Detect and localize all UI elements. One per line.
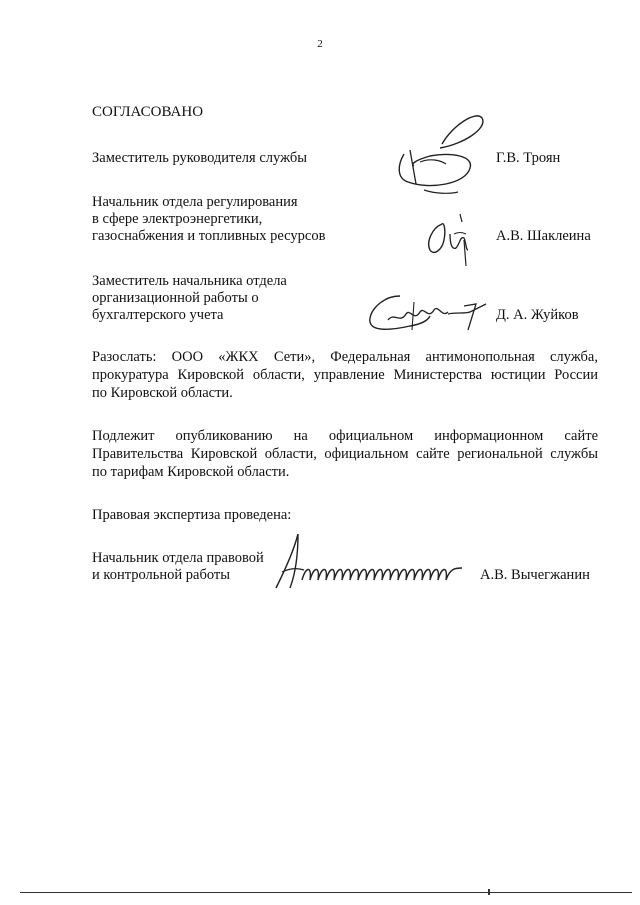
signer-2-position: Начальник отдела регулирования в сфере электроэнергетики, газоснабжения и топливных ресурсов: [92, 194, 326, 244]
legal-review-name: А.В. Вычегжанин: [480, 567, 590, 583]
signer-3-position: Заместитель начальника отдела организационной работы о бухгалтерского учета: [92, 273, 287, 323]
approval-heading: СОГЛАСОВАНО: [92, 104, 204, 120]
legal-review-statement: Правовая экспертиза проведена:: [92, 507, 292, 523]
legal-review-position: Начальник отдела правовой и контрольной работы: [92, 550, 264, 583]
signer-2-name: А.В. Шаклеина: [496, 228, 591, 244]
signature-zhuykov: [364, 290, 488, 336]
distribution-paragraph: Разослать: ООО «ЖКХ Сети», Федеральная антимонопольная служба, прокуратура Кировской области, управление Министерства юстиции России по Кировской области.: [92, 349, 598, 401]
page-number: 2: [317, 38, 323, 50]
signature-shakleina: [420, 210, 486, 270]
bottom-tick-mark: [488, 889, 490, 895]
signer-1-name: Г.В. Троян: [496, 150, 561, 166]
signature-vychegzhanin: [268, 532, 468, 594]
bottom-rule: [20, 892, 632, 893]
signer-3-name: Д. А. Жуйков: [496, 307, 579, 323]
signature-troyan: [380, 104, 490, 196]
signer-1-position: Заместитель руководителя службы: [92, 150, 308, 166]
publication-paragraph: Подлежит опубликованию на официальном информационном сайте Правительства Кировской области, официальном сайте региональной службы по тарифам Кировской области.: [92, 428, 598, 480]
